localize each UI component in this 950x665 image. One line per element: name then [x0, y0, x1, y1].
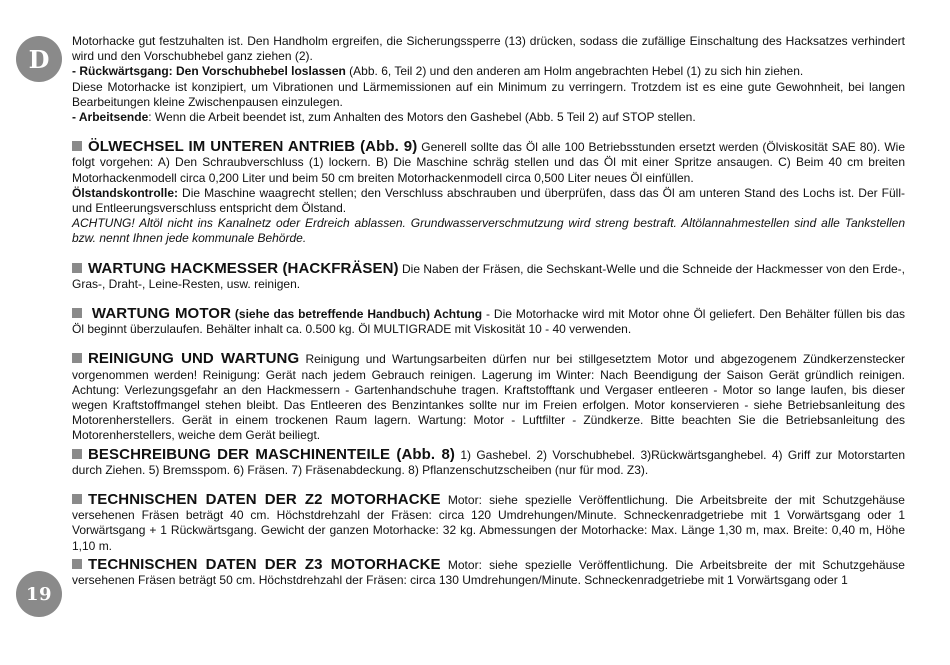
oil-check-label: Ölstandskontrolle:: [72, 185, 179, 200]
section-square-icon: [72, 263, 82, 273]
blade-maintenance-section: WARTUNG HACKMESSER (HACKFRÄSEN) Die Naben der Fräsen, die Sechskant-Welle und die Schneide der Hackmesser von den Erde-, Gras-, Draht-, Leine-Resten, usw. reinigen.: [72, 259, 905, 291]
intro-paragraph: Motorhacke gut festzuhalten ist. Den Handholm ergreifen, die Sicherungssperre (13) drücken, sodass die zufällige Einschaltung des Hacksatzes verhindert wird und den Vorschubhebel ganz ziehen (2).: [72, 34, 905, 64]
language-badge: D: [16, 36, 62, 82]
section-square-icon: [72, 559, 82, 569]
oil-warning: ACHTUNG! Altöl nicht ins Kanalnetz oder Erdreich ablassen. Grundwasserverschmutzung wird streng bestraft. Altölannahmestellen sind alle Tankstellen bzw. nennt Ihnen jede kommunale Behörde.: [72, 216, 905, 246]
section-square-icon: [72, 353, 82, 363]
cleaning-heading: REINIGUNG UND WARTUNG: [88, 350, 300, 368]
oil-check-paragraph: Ölstandskontrolle: Die Maschine waagrecht stellen; den Verschluss abschrauben und überprüfen, dass das Öl am unteren Stand des Lochs ist. Der Füll- und Entleerungsverschluss entspricht dem Ölstand.: [72, 185, 905, 216]
reverse-gear-paragraph: - Rückwärtsgang: Den Vorschubhebel loslassen (Abb. 6, Teil 2) und den anderen am Holm angebrachten Hebel (1) zu sich hin ziehen.: [72, 64, 804, 79]
z3-specs-section: TECHNISCHEN DATEN DER Z3 MOTORHACKE Motor: siehe spezielle Veröffentlichung. Die Arbeitsbreite der mit Schutzgehäuse versehenen Fräsen beträgt 50 cm. Höchstdrehzahl der Fräsen: circa 130 Umdrehungen/Minute. Schneckenradgetriebe mit 1 Vorwärtsgang oder 1: [72, 555, 905, 588]
vibration-paragraph: Diese Motorhacke ist konzipiert, um Vibrationen und Lärmemissionen auf ein Minimum zu verringern. Trotzdem ist es eine gute Gewohnheit, bei langen Bearbeitungen kleine Zwischenpausen einzulegen.: [72, 79, 905, 109]
work-end-paragraph: - Arbeitsende: Wenn die Arbeit beendet ist, zum Anhalten des Motors den Gashebel (Abb. 5 Teil 2) auf STOP stellen.: [72, 110, 696, 125]
parts-description-heading: BESCHREIBUNG DER MASCHINENTEILE (Abb. 8): [88, 445, 456, 463]
parts-description-section: BESCHREIBUNG DER MASCHINENTEILE (Abb. 8) 1) Gashebel. 2) Vorschubhebel. 3)Rückwärtsganghebel. 4) Griff zur Motorstarten durch Ziehen. 5) Bremsspom. 6) Fräsen. 7) Fräsenabdeckung. 8) Pflanzenschutzscheiben (nur für mod. Z3).: [72, 445, 905, 477]
z3-specs-heading: TECHNISCHEN DATEN DER Z3 MOTORHACKE: [88, 555, 441, 573]
motor-maintenance-section: WARTUNG MOTOR (siehe das betreffende Handbuch) Achtung - Die Motorhacke wird mit Motor ohne Öl geliefert. Den Behälter füllen bis das Öl beginnt überzulaufen. Behälter inhalt ca. 0.500 kg. Öl MULTIGRADE mit Viskosität 10 - 40 verwenden.: [72, 305, 905, 337]
blade-maintenance-heading: WARTUNG HACKMESSER (HACKFRÄSEN): [88, 259, 399, 277]
reverse-gear-label: - Rückwärtsgang: Den Vorschubhebel loslassen: [72, 64, 346, 79]
motor-maintenance-heading: WARTUNG MOTOR: [91, 305, 232, 323]
oil-change-section: ÖLWECHSEL IM UNTEREN ANTRIEB (Abb. 9) Generell sollte das Öl alle 100 Betriebsstunden ersetzt werden (Ölviskosität SAE 80). Wie folgt vorgehen: A) Den Schraubverschluss (1) lockern. B) Die Maschine schräg stellen und das Öl mit einer Spritze ansaugen. C) Beim 40 cm breiten Motorhackenmodell circa 0,200 Liter und beim 50 cm breiten Motorhackenmodell circa 0,500 Liter neues Öl einfüllen.: [72, 138, 905, 185]
z2-specs-section: TECHNISCHEN DATEN DER Z2 MOTORHACKE Motor: siehe spezielle Veröffentlichung. Die Arbeitsbreite der mit Schutzgehäuse versehenen Fräsen beträgt 40 cm. Höchstdrehzahl der Fräsen: circa 120 Umdrehungen/Minute. Schneckenradgetriebe mit 1 Vorwärtsgang oder 1 Vorwärtsgang + 1 Rückwärtsgang. Gewicht der ganzen Motorhacke: 32 kg. Abmessungen der Motorhacke: Max. Länge 1,30 m, max. Breite: 0,40 m, Höhe 1,10 m.: [72, 491, 905, 553]
section-square-icon: [72, 308, 82, 318]
work-end-label: - Arbeitsende: [72, 110, 149, 125]
motor-maintenance-subheading: (siehe das betreffende Handbuch) Achtung: [231, 307, 483, 322]
z2-specs-heading: TECHNISCHEN DATEN DER Z2 MOTORHACKE: [88, 491, 441, 509]
section-square-icon: [72, 141, 82, 151]
oil-change-heading: ÖLWECHSEL IM UNTEREN ANTRIEB (Abb. 9): [88, 138, 418, 156]
manual-text-column: [72, 34, 905, 588]
page-number-badge: 19: [16, 571, 62, 617]
cleaning-section: REINIGUNG UND WARTUNG Reinigung und Wartungsarbeiten dürfen nur bei stillgesetztem Motor und abgezogenem Zündkerzenstecker vorgenommen werden! Reinigung: Gerät nach jedem Gebrauch reinigen. Lagerung im Winter: Nach Beendigung der Saison Gerät gründlich reinigen. Achtung: Verlezungsgefahr an den Hackmessern - Gartenhandschuhe tragen. Kraftstofftank und Vergaser entleeren - Motor so lange laufen, bis dieser wegen Kraftstoffmangel stehen bleibt. Das Entleeren des Benzintankes sollte nur im Freien erfolgen. Motor konservieren - siehe Betriebsanleitung des Motorenherstellers. Gerät in einem trockenen Raum lagern. Wartung: Motor - Luftfilter - Zündkerze. Bitte beachten Sie die Betriebsanleitung des Motorenherstellers, weiche dem Gerät beiliegt.: [72, 350, 905, 443]
section-square-icon: [72, 494, 82, 504]
section-square-icon: [72, 449, 82, 459]
